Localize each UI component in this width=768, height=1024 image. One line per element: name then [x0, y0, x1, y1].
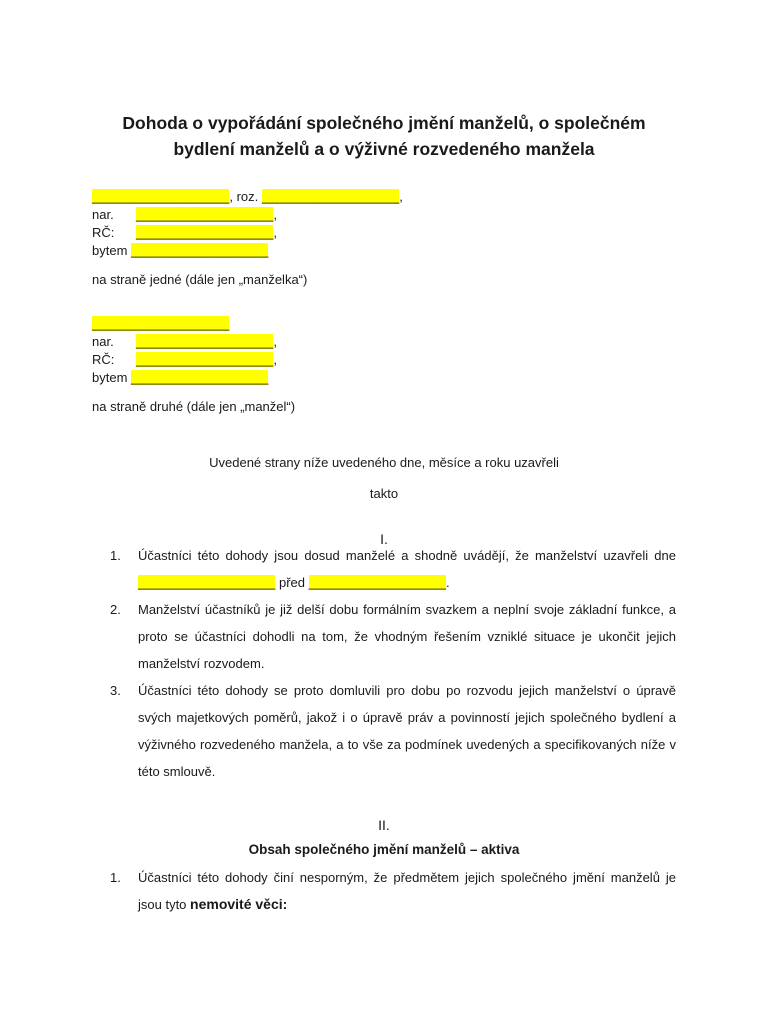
- section2-item-1-bold: nemovité věci:: [190, 896, 288, 912]
- party1-bytem-label: bytem: [92, 243, 128, 258]
- party2-block: [92, 315, 277, 387]
- party1-nar-field[interactable]: ___________________: [136, 207, 274, 222]
- section1-item-1: [110, 542, 676, 596]
- section2-heading: II.: [378, 817, 390, 833]
- list-number: 3.: [110, 683, 121, 698]
- party1-name-row: ___________________, roz. ___________________,: [92, 189, 403, 204]
- party1-rc-row: RČ: ___________________,: [92, 225, 277, 240]
- party2-nar-label: nar.: [92, 334, 114, 349]
- section1-item-2: [110, 596, 676, 677]
- party2-bytem-row: [92, 369, 277, 387]
- list-number: 1.: [110, 870, 121, 885]
- title-line-1: Dohoda o vypořádání společného jmění manželů, o společném: [122, 113, 646, 133]
- section1-item-3-text: Účastníci této dohody se proto domluvili pro dobu po rozvodu jejich manželství o úpravě svých majetkových poměrů, jakož i o úpravě práv a povinností jejich společného bydlení a výživného rozvedeného manžela, a to vše za podmínek uvedených a specifikovaných níže v této smlouvě.: [138, 683, 676, 779]
- section1-item-1-text-b: před: [279, 575, 306, 590]
- party2-rc-row: RČ: ___________________,: [92, 352, 277, 367]
- marriage-date-field[interactable]: ___________________: [138, 575, 276, 590]
- party1-roz-label: , roz.: [229, 189, 259, 204]
- section1-item-1-text-a: Účastníci této dohody jsou dosud manželé a shodně uvádějí, že manželství uzavřeli dne: [138, 548, 676, 563]
- party1-side: na straně jedné (dále jen „manželka“): [92, 272, 308, 287]
- section1-item-2-text: Manželství účastníků je již delší dobu formálním svazkem a neplní svoje základní funkce, a proto se účastníci dohodli na tom, že vhodným řešením vzniklé situace je ukončit jejich manželství rozvodem.: [138, 602, 676, 671]
- section1-item-1-text-c: .: [446, 575, 450, 590]
- party1-rc-field[interactable]: ___________________: [136, 225, 274, 240]
- list-number: 2.: [110, 602, 121, 617]
- section1-item-3: [110, 677, 676, 785]
- party1-rc-label: RČ:: [92, 225, 115, 240]
- party1-bytem-field[interactable]: ___________________: [131, 243, 269, 258]
- party1-maiden-field[interactable]: ___________________: [261, 189, 400, 204]
- section1-heading: I.: [380, 531, 388, 547]
- party2-nar-row: nar. ___________________,: [92, 334, 277, 349]
- section1-list: [110, 542, 676, 785]
- party2-name-row: [92, 315, 277, 333]
- party1-nar-row: nar. ___________________,: [92, 207, 277, 222]
- party1-bytem-row: [92, 242, 403, 260]
- party2-side: na straně druhé (dále jen „manžel“): [92, 399, 296, 414]
- party2-name-field[interactable]: ___________________: [92, 316, 230, 331]
- party1-nar-label: nar.: [92, 207, 114, 222]
- marriage-place-field[interactable]: ___________________: [308, 575, 447, 590]
- party2-rc-label: RČ:: [92, 352, 115, 367]
- section2-item-1-text: Účastníci této dohody činí nesporným, že předmětem jejich společného jmění manželů je jsou tyto: [138, 870, 676, 912]
- party1-name-field[interactable]: ___________________: [92, 189, 230, 204]
- intro-takto: takto: [369, 486, 399, 501]
- title-line-2: bydlení manželů a o výživné rozvedeného manžela: [173, 139, 595, 159]
- section2-subheading: Obsah společného jmění manželů – aktiva: [248, 842, 520, 857]
- party2-nar-field[interactable]: ___________________: [136, 334, 274, 349]
- party1-block: [92, 188, 403, 260]
- party2-rc-field[interactable]: ___________________: [136, 352, 274, 367]
- party2-bytem-field[interactable]: ___________________: [131, 370, 269, 385]
- document-title: [0, 110, 768, 162]
- party2-bytem-label: bytem: [92, 370, 128, 385]
- intro-line: Uvedené strany níže uvedeného dne, měsíce a roku uzavřeli: [209, 455, 559, 470]
- section2-item-1: [110, 864, 676, 918]
- list-number: 1.: [110, 548, 121, 563]
- section2-list: [110, 864, 676, 918]
